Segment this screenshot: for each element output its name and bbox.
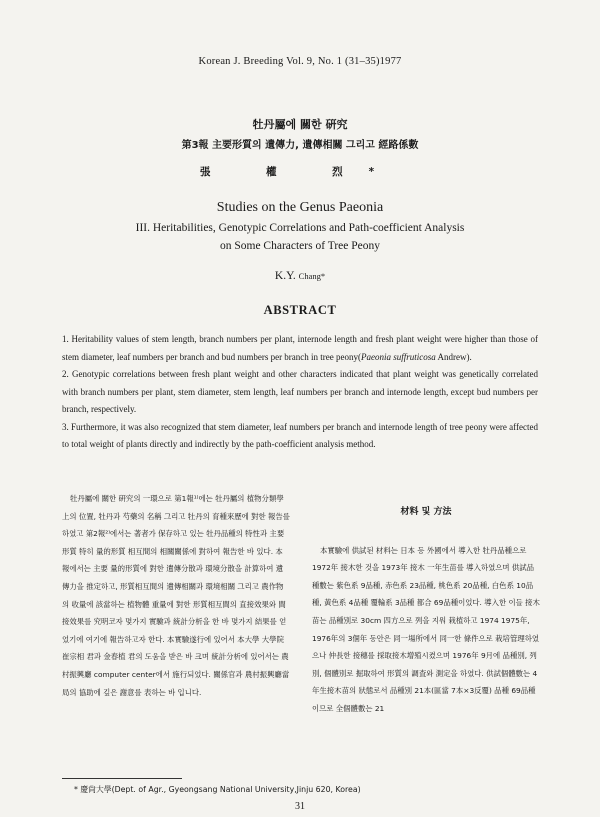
materials-paragraph: 本實驗에 供試된 材料는 日本 등 外國에서 導入한 牡丹品種으로 1972年 接木한 것을 1973年 接木 一年生苗를 導入하였으며 供試品種數는 紫色系 9品種, 赤色系 23品種, 桃色系 20品種, 白色系 10品種, 黃色系 4品種 覆輪系 3品種 都合 69品種이었다. 導入한 이들 接木苗는 品種別로 30cm 四方으로 列을 지워 栽植하고 1974 1975年, 1976年의 3個年 동안은 同一場所에서 同一한 條件으로 栽培管理하였으나 仲長한 接穗를 採取接木增殖시켰으며 1976年 9月에 品種別, 列別, 個體別로 掘取하여 形質의 調査와 測定을 하였다. 供試個體數는 4年生接木苗의 狀態로서 品種別 21本(區當 7本×3反覆) 品種 69品種이므로 全個體數는 21 bbox=[312, 545, 540, 713]
introduction-paragraph: 牡丹屬에 關한 硏究의 一環으로 第1報¹⁾에는 牡丹屬의 植物分類學上의 位置, 牡丹과 芍藥의 名稱 그리고 牡丹의 育種來歷에 對한 報告를 하였고 第2報²⁾에서는 著者가 保存하고 있는 牡丹品種의 特性과 主要形質 特히 量的形質 相互間의 相關關係에 對하여 報告한 바 있다. 本報에서는 主要 量的形質에 對한 遺傳分散과 環境分散을 計算하여 遺傳力을 推定하고, 形質相互間의 遺傳相關과 環境相關 그리고 農作物의 收量에 該當하는 植物體 重量에 對한 形質相互間의 直接效果와 間接效果를 究明코자 몇가지 實驗과 統計分析을 한 바 몇가지 結果를 얻었기에 여기에 報告하고자 한다. 本實驗遂行에 있어서 本大學 大學院 崔宗相 君과 金春植 君의 도움을 받은 바 크며 統計分析에 있어서는 農村振興廳 computer center에서 施行되었다. 關係官과 農村振興廳當局의 協助에 깊은 謝意를 表하는 바 입니다. bbox=[62, 494, 290, 697]
english-author bbox=[0, 270, 600, 282]
abstract-body bbox=[62, 331, 538, 454]
footnote-rule bbox=[62, 778, 182, 779]
korean-title: 牡丹屬에 關한 硏究 bbox=[252, 118, 348, 131]
abstract-paragraph-1 bbox=[62, 331, 538, 366]
footnote: * 慶尙大學(Dept. of Agr., Gyeongsang National University,Jinju 620, Korea) bbox=[74, 785, 361, 794]
english-subtitle-line1: III. Heritabilities, Genotypic Correlations and Path-coefficient Analysis bbox=[135, 222, 465, 234]
species-name: Paeonia suffruticosa bbox=[361, 351, 436, 362]
korean-author: 張 權 烈* bbox=[199, 166, 401, 178]
abstract-paragraph-3: 3. Furthermore, it was also recognized that stem diameter, leaf numbers per branch and internode length of tree peony were affected to total weight of plants directly and indirectly by the path-coefficient analysis method. bbox=[62, 421, 538, 449]
abstract-paragraph-2: 2. Genotypic correlations between fresh plant weight and other characters indicated that plant weight was genetically correlated with branch numbers per plant, stem diameter, stem length, leaf numbers per branch and internode length, except bud numbers per branch, respectively. bbox=[62, 369, 538, 414]
abstract-p1-end: Andrew). bbox=[435, 351, 472, 362]
english-title: Studies on the Genus Paeonia bbox=[216, 200, 384, 215]
abstract-p1-text: 1. Heritability values of stem length, branch numbers per plant, internode length and fresh plant weight were higher than those of stem diameter, leaf numbers per branch and bud numbers per branch in tree peony( bbox=[62, 334, 538, 362]
korean-subtitle: 第3報 主要形質의 遺傳力, 遺傳相關 그리고 經路係數 bbox=[181, 140, 419, 151]
right-column bbox=[312, 490, 540, 718]
english-subtitle-line2: on Some Characters of Tree Peony bbox=[219, 240, 381, 252]
journal-header: Korean J. Breeding Vol. 9, No. 1 (31–35)1977 bbox=[198, 56, 402, 67]
author-initials: K.Y. bbox=[274, 270, 299, 282]
abstract-heading: ABSTRACT bbox=[263, 303, 337, 317]
left-column bbox=[62, 490, 290, 701]
section-heading-materials-methods: 材料 및 方法 bbox=[400, 507, 452, 517]
author-surname: Chang* bbox=[298, 271, 326, 281]
page-number: 31 bbox=[295, 801, 305, 812]
